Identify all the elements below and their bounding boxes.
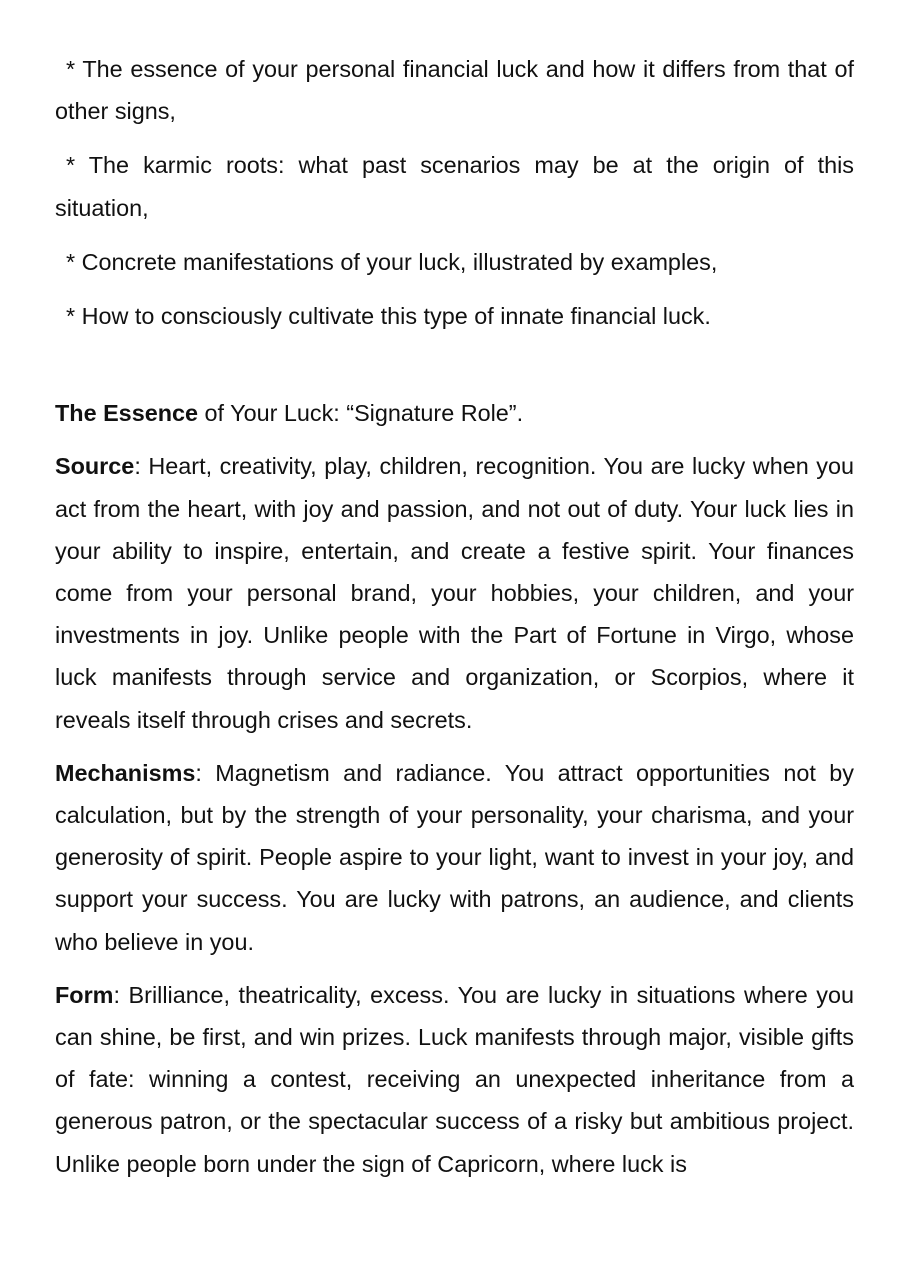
bullet-text: * The essence of your personal financial luck and how it differs from that of other signs, [55,56,854,125]
section-spacer [55,349,854,392]
document-page [55,48,854,1196]
bullet-item-essence [55,48,854,132]
bullet-item-cultivate [55,295,854,337]
form-text: : Brilliance, theatricality, excess. You are lucky in situations where you can shine, be first, and win prizes. Luck manifests through major, visible gifts of fate: winning a contest, receiving an unexpected inheritance from a generous patron, or the spectacular success of a risky but ambitious project. Unlike people born under the sign of Capricorn, where luck is [55,981,854,1177]
bullet-text: * How to consciously cultivate this type of innate financial luck. [66,303,711,330]
section-heading [55,392,854,434]
mechanisms-label: Mechanisms [55,759,196,786]
form-paragraph [55,974,854,1185]
bullet-text: * Concrete manifestations of your luck, illustrated by examples, [66,248,718,275]
heading-rest: of Your Luck: “Signature Role”. [198,400,524,427]
bullet-item-karmic-roots [55,144,854,228]
source-text: : Heart, creativity, play, children, recognition. You are lucky when you act from the heart, with joy and passion, and not out of duty. Your luck lies in your ability to inspire, entertain, and create a festive spirit. Your finances come from your personal brand, your hobbies, your children, and your investments in joy. Unlike people with the Part of Fortune in Virgo, whose luck manifests through service and organization, or Scorpios, where it reveals itself through crises and secrets. [55,453,854,733]
form-label: Form [55,981,114,1008]
mechanisms-text: : Magnetism and radiance. You attract opportunities not by calculation, but by the strength of your personality, your charisma, and your generosity of spirit. People aspire to your light, want to invest in your joy, and support your success. You are lucky with patrons, an audience, and clients who believe in you. [55,759,854,955]
heading-bold: The Essence [55,400,199,427]
bullet-text: * The karmic roots: what past scenarios may be at the origin of this situation, [55,152,854,221]
source-label: Source [55,453,135,480]
source-paragraph [55,445,854,740]
bullet-item-manifestations [55,241,854,283]
mechanisms-paragraph [55,752,854,963]
